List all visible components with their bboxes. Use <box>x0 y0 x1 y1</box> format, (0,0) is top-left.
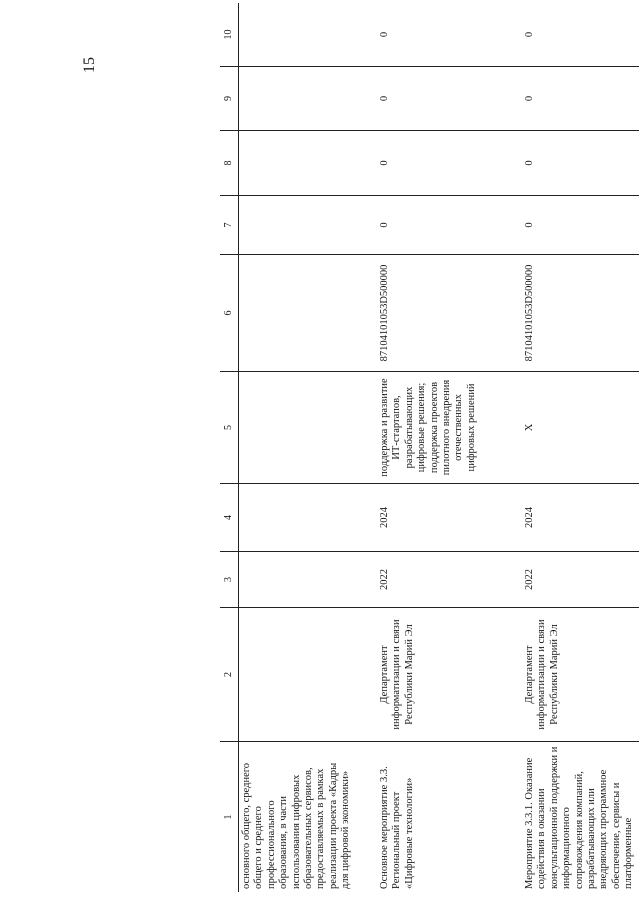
value-cell <box>239 67 372 131</box>
column-header: 9 <box>220 67 239 131</box>
column-header: 3 <box>220 552 239 608</box>
start-year-cell: 2022 <box>371 552 516 608</box>
value-cell: 0 <box>516 67 639 131</box>
column-header: 4 <box>220 484 239 552</box>
program-activities-table <box>220 3 639 892</box>
budget-code-cell: 87104101053D500000 <box>371 255 516 372</box>
executor-cell: Департамент информатизации и связи Республики Марий Эл <box>516 608 639 742</box>
activity-name-cell: Мероприятие 3.3.1. Оказание содействия в оказании консультационной поддержки и информационного сопровождения компаний, разрабатывающих или внедряющих программное обеспечение, сервисы и платформенные <box>524 746 634 889</box>
value-cell: 0 <box>516 131 639 196</box>
value-cell: 0 <box>516 3 639 67</box>
budget-code-cell: 87104101053D500000 <box>516 255 639 372</box>
table-row <box>516 3 639 892</box>
value-cell: 0 <box>371 131 516 196</box>
budget-code-cell <box>239 255 372 372</box>
value-cell: 0 <box>371 196 516 255</box>
page-number: 15 <box>81 57 98 73</box>
executor-cell: Департамент информатизации и связи Республики Марий Эл <box>371 608 516 742</box>
column-header: 5 <box>220 372 239 484</box>
value-cell <box>239 196 372 255</box>
column-header: 6 <box>220 255 239 372</box>
result-cell: поддержка и развитие ИТ-стартапов, разрабатывающих цифровые решения; поддержка проектов пилотного внедрения отечественных цифровых решений <box>371 372 516 484</box>
value-cell: 0 <box>371 67 516 131</box>
column-number-row <box>220 3 239 892</box>
result-cell <box>239 372 372 484</box>
end-year-cell: 2024 <box>516 484 639 552</box>
column-header: 8 <box>220 131 239 196</box>
activity-name-cell: основного общего, среднего общего и среднего профессионального образования, в части использования цифровых образовательных сервисов, предоставляемых в рамках реализации проекта «Кадры для цифровой экономики» <box>241 762 351 889</box>
value-cell: 0 <box>371 3 516 67</box>
end-year-cell <box>239 484 372 552</box>
activity-name-cell: Основное мероприятие 3.3. Региональный проект «Цифровые технологии» <box>379 766 415 889</box>
column-header: 1 <box>220 742 239 893</box>
start-year-cell <box>239 552 372 608</box>
column-header: 2 <box>220 608 239 742</box>
column-header: 10 <box>220 3 239 67</box>
value-cell <box>239 3 372 67</box>
column-header: 7 <box>220 196 239 255</box>
rotated-table-container <box>220 12 639 892</box>
start-year-cell: 2022 <box>516 552 639 608</box>
table-row <box>371 3 516 892</box>
table-row <box>239 3 372 892</box>
value-cell: 0 <box>516 196 639 255</box>
executor-cell <box>239 608 372 742</box>
result-cell: Х <box>516 372 639 484</box>
end-year-cell: 2024 <box>371 484 516 552</box>
value-cell <box>239 131 372 196</box>
